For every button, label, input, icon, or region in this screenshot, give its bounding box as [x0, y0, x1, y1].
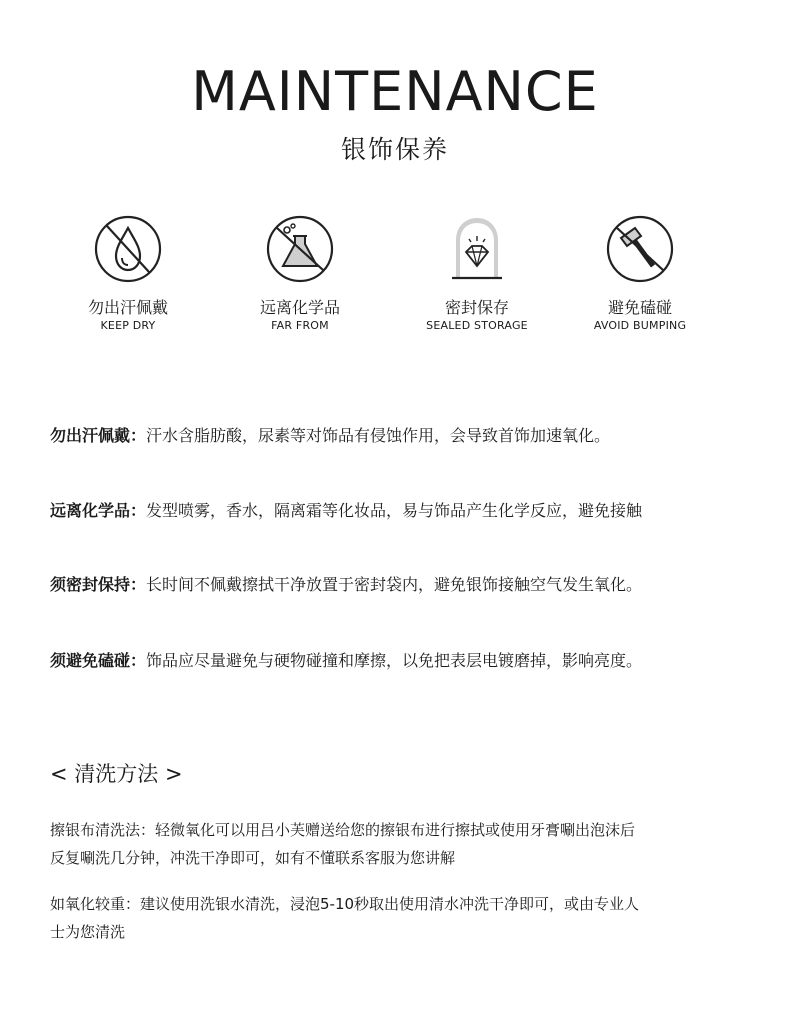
care-item-far-from	[220, 214, 380, 333]
paragraph-line: 擦银布清洗法：轻微氧化可以用吕小芙赠送给您的擦银布进行擦拭或使用牙膏唰出泡沫后	[50, 821, 636, 839]
no-water-drop-icon	[93, 214, 163, 284]
no-hammer-icon	[605, 214, 675, 284]
rule-label: 远离化学品：	[50, 501, 147, 520]
rule-text: 发型喷雾，香水，隔离霜等化妆品，易与饰品产生化学反应，避免接触	[146, 501, 643, 520]
care-item-label-cn: 勿出汗佩戴	[87, 298, 168, 317]
care-item-label-cn: 密封保存	[444, 298, 509, 317]
rule-keep-dry	[50, 425, 750, 447]
care-item-label-en: KEEP DRY	[100, 319, 156, 332]
care-icons-row	[0, 214, 790, 334]
care-item-label-en: FAR FROM	[271, 319, 329, 332]
rule-avoid-bumping	[50, 650, 750, 672]
rule-sealed-storage	[50, 574, 750, 596]
care-item-label-en: AVOID BUMPING	[593, 319, 687, 332]
paragraph-line: 如氧化较重：建议使用洗银水清洗，浸泡5-10秒取出使用清水冲洗干净即可，或由专业人	[50, 895, 640, 913]
page-title: MAINTENANCE	[191, 60, 599, 123]
rule-label: 勿出汗佩戴：	[50, 426, 147, 445]
no-chemical-flask-icon	[265, 214, 335, 284]
cleaning-heading: < 清洗方法 >	[50, 762, 183, 786]
care-item-avoid-bumping	[560, 214, 720, 333]
rule-label: 须密封保持：	[50, 575, 147, 594]
rule-text: 饰品应尽量避免与硬物碰撞和摩擦，以免把表层电镀磨掉，影响亮度。	[146, 651, 643, 670]
care-item-keep-dry	[48, 214, 208, 333]
rule-label: 须避免磕碰：	[50, 651, 147, 670]
rule-text: 汗水含脂肪酸，尿素等对饰品有侵蚀作用，会导致首饰加速氧化。	[146, 426, 611, 445]
rule-text: 长时间不佩戴擦拭干净放置于密封袋内，避免银饰接触空气发生氧化。	[146, 575, 643, 594]
page-subtitle: 银饰保养	[340, 135, 449, 164]
care-item-label-en: SEALED STORAGE	[426, 319, 528, 332]
paragraph-line: 反复唰洗几分钟，冲洗干净即可，如有不懂联系客服为您讲解	[50, 849, 456, 867]
rule-far-from-chemicals	[50, 500, 750, 522]
care-item-sealed-storage	[397, 214, 557, 333]
care-item-label-cn: 远离化学品	[259, 298, 340, 317]
cleaning-paragraph-heavy-oxidation	[50, 890, 750, 946]
diamond-bell-jar-icon	[442, 214, 512, 284]
care-item-label-cn: 避免磕碰	[607, 298, 672, 317]
cleaning-paragraph-cloth	[50, 816, 750, 872]
paragraph-line: 士为您清洗	[50, 923, 126, 941]
